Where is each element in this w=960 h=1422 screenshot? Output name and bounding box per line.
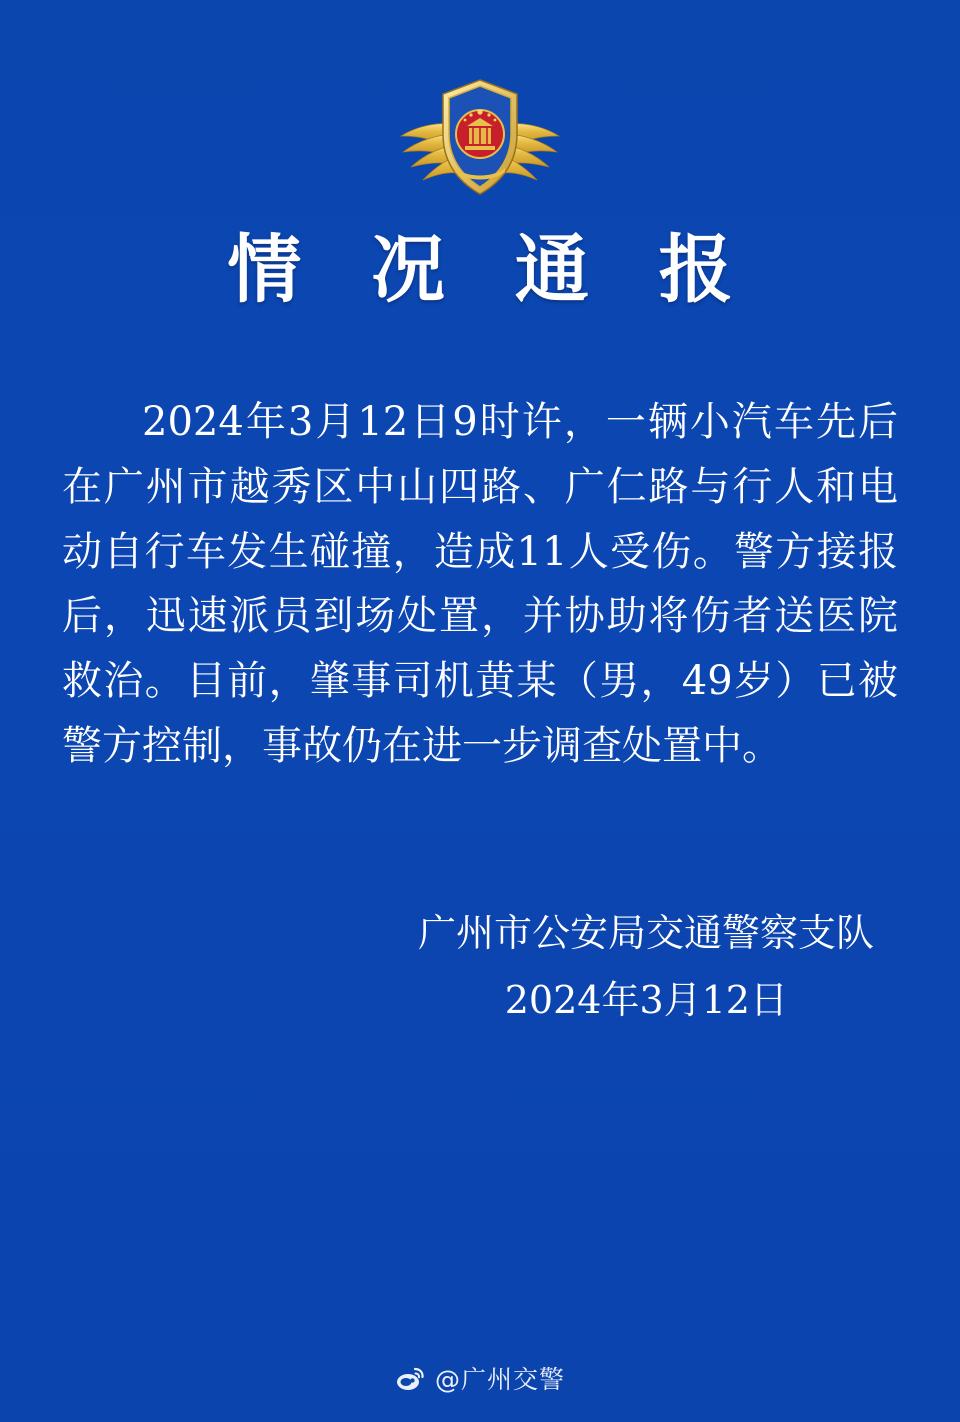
page-title: 情 况 通 报 <box>227 227 755 313</box>
signature-organization: 广州市公安局交通警察支队 <box>417 911 874 955</box>
signature-date: 2024年3月12日 <box>504 977 788 1022</box>
notice-body-text: 2024年3月12日9时许，一辆小汽车先后在广州市越秀区中山四路、广仁路与行人和电动自行车发生碰撞，造成11人受伤。警方接报后，迅速派员到场处置，并协助将伤者送医院救治。目前，肇事司机黄某（男，49岁）已被警方控制，事故仍在进一步调查处置中。 <box>62 399 898 769</box>
signature-block <box>62 900 898 1033</box>
weibo-icon <box>395 1363 425 1393</box>
emblem-container <box>0 72 960 202</box>
footer-account-label: @广州交警 <box>434 1365 565 1394</box>
police-badge-icon <box>385 72 575 202</box>
footer-watermark <box>0 1360 960 1396</box>
